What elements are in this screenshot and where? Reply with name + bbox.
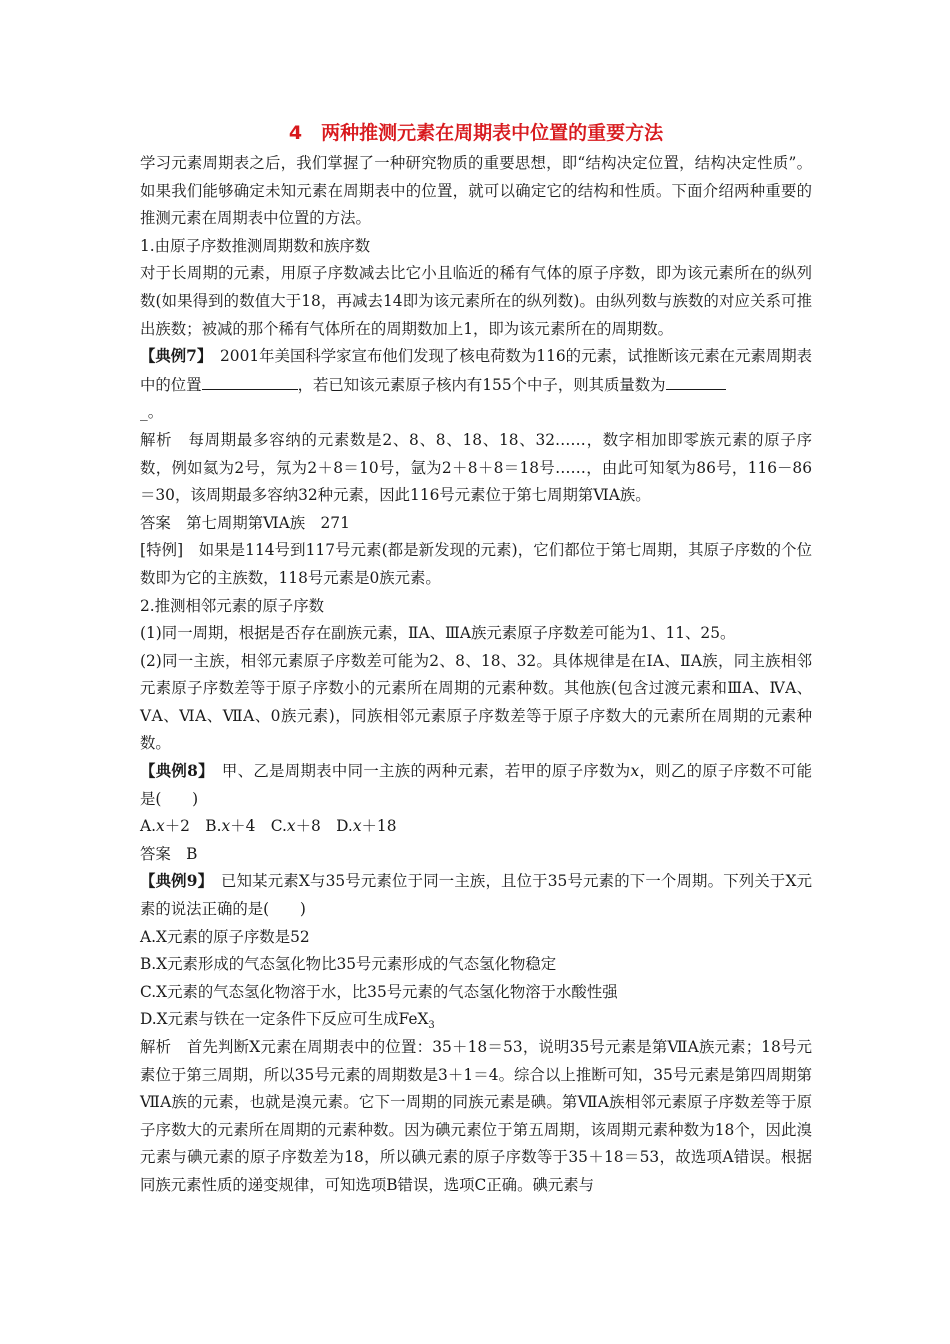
example-9 bbox=[140, 868, 812, 923]
section-2-point-2: (2)同一主族，相邻元素原子序数差可能为2、8、18、32。具体规律是在ⅠA、ⅡA族，同主族相邻元素原子序数差等于原子序数小的元素所在周期的元素种数。其他族(包含过渡元素和ⅢA、ⅣA、ⅤA、ⅥA、ⅦA、0族元素)，同族相邻元素原子序数差等于原子序数大的元素所在周期的元素种数。 bbox=[140, 651, 812, 753]
example-7-text-b: ，若已知该元素原子核内有155个中子，则其质量数为 bbox=[297, 375, 666, 394]
document-page bbox=[140, 118, 812, 1200]
example-8-text-a: 甲、乙是周期表中同一主族的两种元素，若甲的原子序数为 bbox=[206, 762, 631, 781]
example-7 bbox=[140, 343, 812, 427]
section-1-heading: 1.由原子序数推测周期数和族序数 bbox=[140, 236, 371, 255]
example-7-text-a: 2001年美国科学家宣布他们发现了核电荷数为116的元素，试推断该元素在元素周期表中的位置 bbox=[140, 347, 813, 394]
page-title: 4 两种推测元素在周期表中位置的重要方法 bbox=[288, 122, 664, 144]
section-1-body: 对于长周期的元素，用原子序数减去比它小且临近的稀有气体的原子序数，即为该元素所在的纵列数(如果得到的数值大于18，再减去14即为该元素所在的纵列数)。由纵列数与族数的对应关系可推出族数；被减的那个稀有气体所在的周期数加上1，即为该元素所在的周期数。 bbox=[140, 264, 812, 338]
example-9-option-c: C.X元素的气态氢化物溶于水，比35号元素的气态氢化物溶于水酸性强 bbox=[140, 982, 618, 1001]
option-a-var: x bbox=[156, 817, 165, 836]
example-9-label: 【典例9】 bbox=[140, 872, 206, 891]
answer-blank-position bbox=[202, 371, 298, 390]
option-c-var: x bbox=[286, 817, 296, 836]
option-d-text: D.X元素与铁在一定条件下反应可生成FeX bbox=[140, 1010, 429, 1029]
section-2-heading: 2.推测相邻元素的原子序数 bbox=[140, 596, 324, 615]
option-d-label: ＋8 D. bbox=[295, 817, 353, 836]
example-8-answer: 答案 B bbox=[140, 844, 198, 863]
example-9-option-a: A.X元素的原子序数是52 bbox=[140, 927, 310, 946]
example-9-option-d bbox=[140, 1006, 812, 1034]
option-a-label: A. bbox=[140, 817, 157, 836]
option-b-var: x bbox=[221, 817, 231, 836]
example-9-analysis: 解析 首先判断X元素在周期表中的位置：35＋18＝53，说明35号元素是第ⅦA族元素；18号元素位于第三周期，所以35号元素的周期数是3＋1＝4。综合以上推断可知，35号元素是第四周期第ⅦA族的元素，也就是溴元素。它下一周期的同族元素是碘。第ⅦA族相邻元素原子序数差等于原子序数大的元素所在周期的元素种数。因为碘元素位于第五周期，该周期元素种数为18个，因此溴元素与碘元素的原子序数差为18，所以碘元素的原子序数等于35＋18＝53，故选项A错误。根据同族元素性质的递变规律，可知选项B错误，选项C正确。碘元素与 bbox=[140, 1038, 812, 1194]
example-8-options bbox=[140, 813, 812, 841]
option-b-label: ＋2 B. bbox=[164, 817, 222, 836]
example-9-text: 已知某元素X与35号元素位于同一主族，且位于35号元素的下一个周期。下列关于X元素的说法正确的是( ) bbox=[140, 872, 812, 919]
example-8-label: 【典例8】 bbox=[140, 762, 207, 781]
example-7-label: 【典例7】 bbox=[140, 347, 205, 366]
special-case: [特例] 如果是114号到117号元素(都是新发现的元素)，它们都位于第七周期，其原子序数的个位数即为它的主族数，118号元素是0族元素。 bbox=[140, 541, 812, 587]
example-8-text-b: ，则乙的原子序数不可能是( ) bbox=[140, 762, 812, 808]
example-8 bbox=[140, 758, 812, 813]
example-7-answer: 答案 第七周期第ⅥA族 271 bbox=[140, 513, 350, 532]
option-c-label: ＋4 C. bbox=[230, 817, 287, 836]
example-7-analysis: 解析 每周期最多容纳的元素数是2、8、8、18、18、32……，数字相加即零族元素的原子序数，例如氦为2号，氖为2＋8＝10号，氩为2＋8＋8＝18号……，由此可知氡为86号，116－86＝30，该周期最多容纳32种元素，因此116号元素位于第七周期第ⅥA族。 bbox=[140, 430, 812, 505]
intro-paragraph: 学习元素周期表之后，我们掌握了一种研究物质的重要思想，即“结构决定位置，结构决定性质”。如果我们能够确定未知元素在周期表中的位置，就可以确定它的结构和性质。下面介绍两种重要的推测元素在周期表中位置的方法。 bbox=[140, 154, 812, 228]
option-d-subscript: 3 bbox=[428, 1020, 435, 1032]
option-d-var: x bbox=[352, 817, 362, 836]
answer-blank-mass bbox=[666, 371, 726, 390]
example-7-text-c: _。 bbox=[140, 403, 164, 422]
example-8-variable: x bbox=[630, 762, 640, 781]
option-d-value: ＋18 bbox=[361, 817, 397, 836]
example-9-option-b: B.X元素形成的气态氢化物比35号元素形成的气态氢化物稳定 bbox=[140, 955, 557, 974]
section-2-point-1: (1)同一周期，根据是否存在副族元素，ⅡA、ⅢA族元素原子序数差可能为1、11、25。 bbox=[140, 624, 736, 643]
